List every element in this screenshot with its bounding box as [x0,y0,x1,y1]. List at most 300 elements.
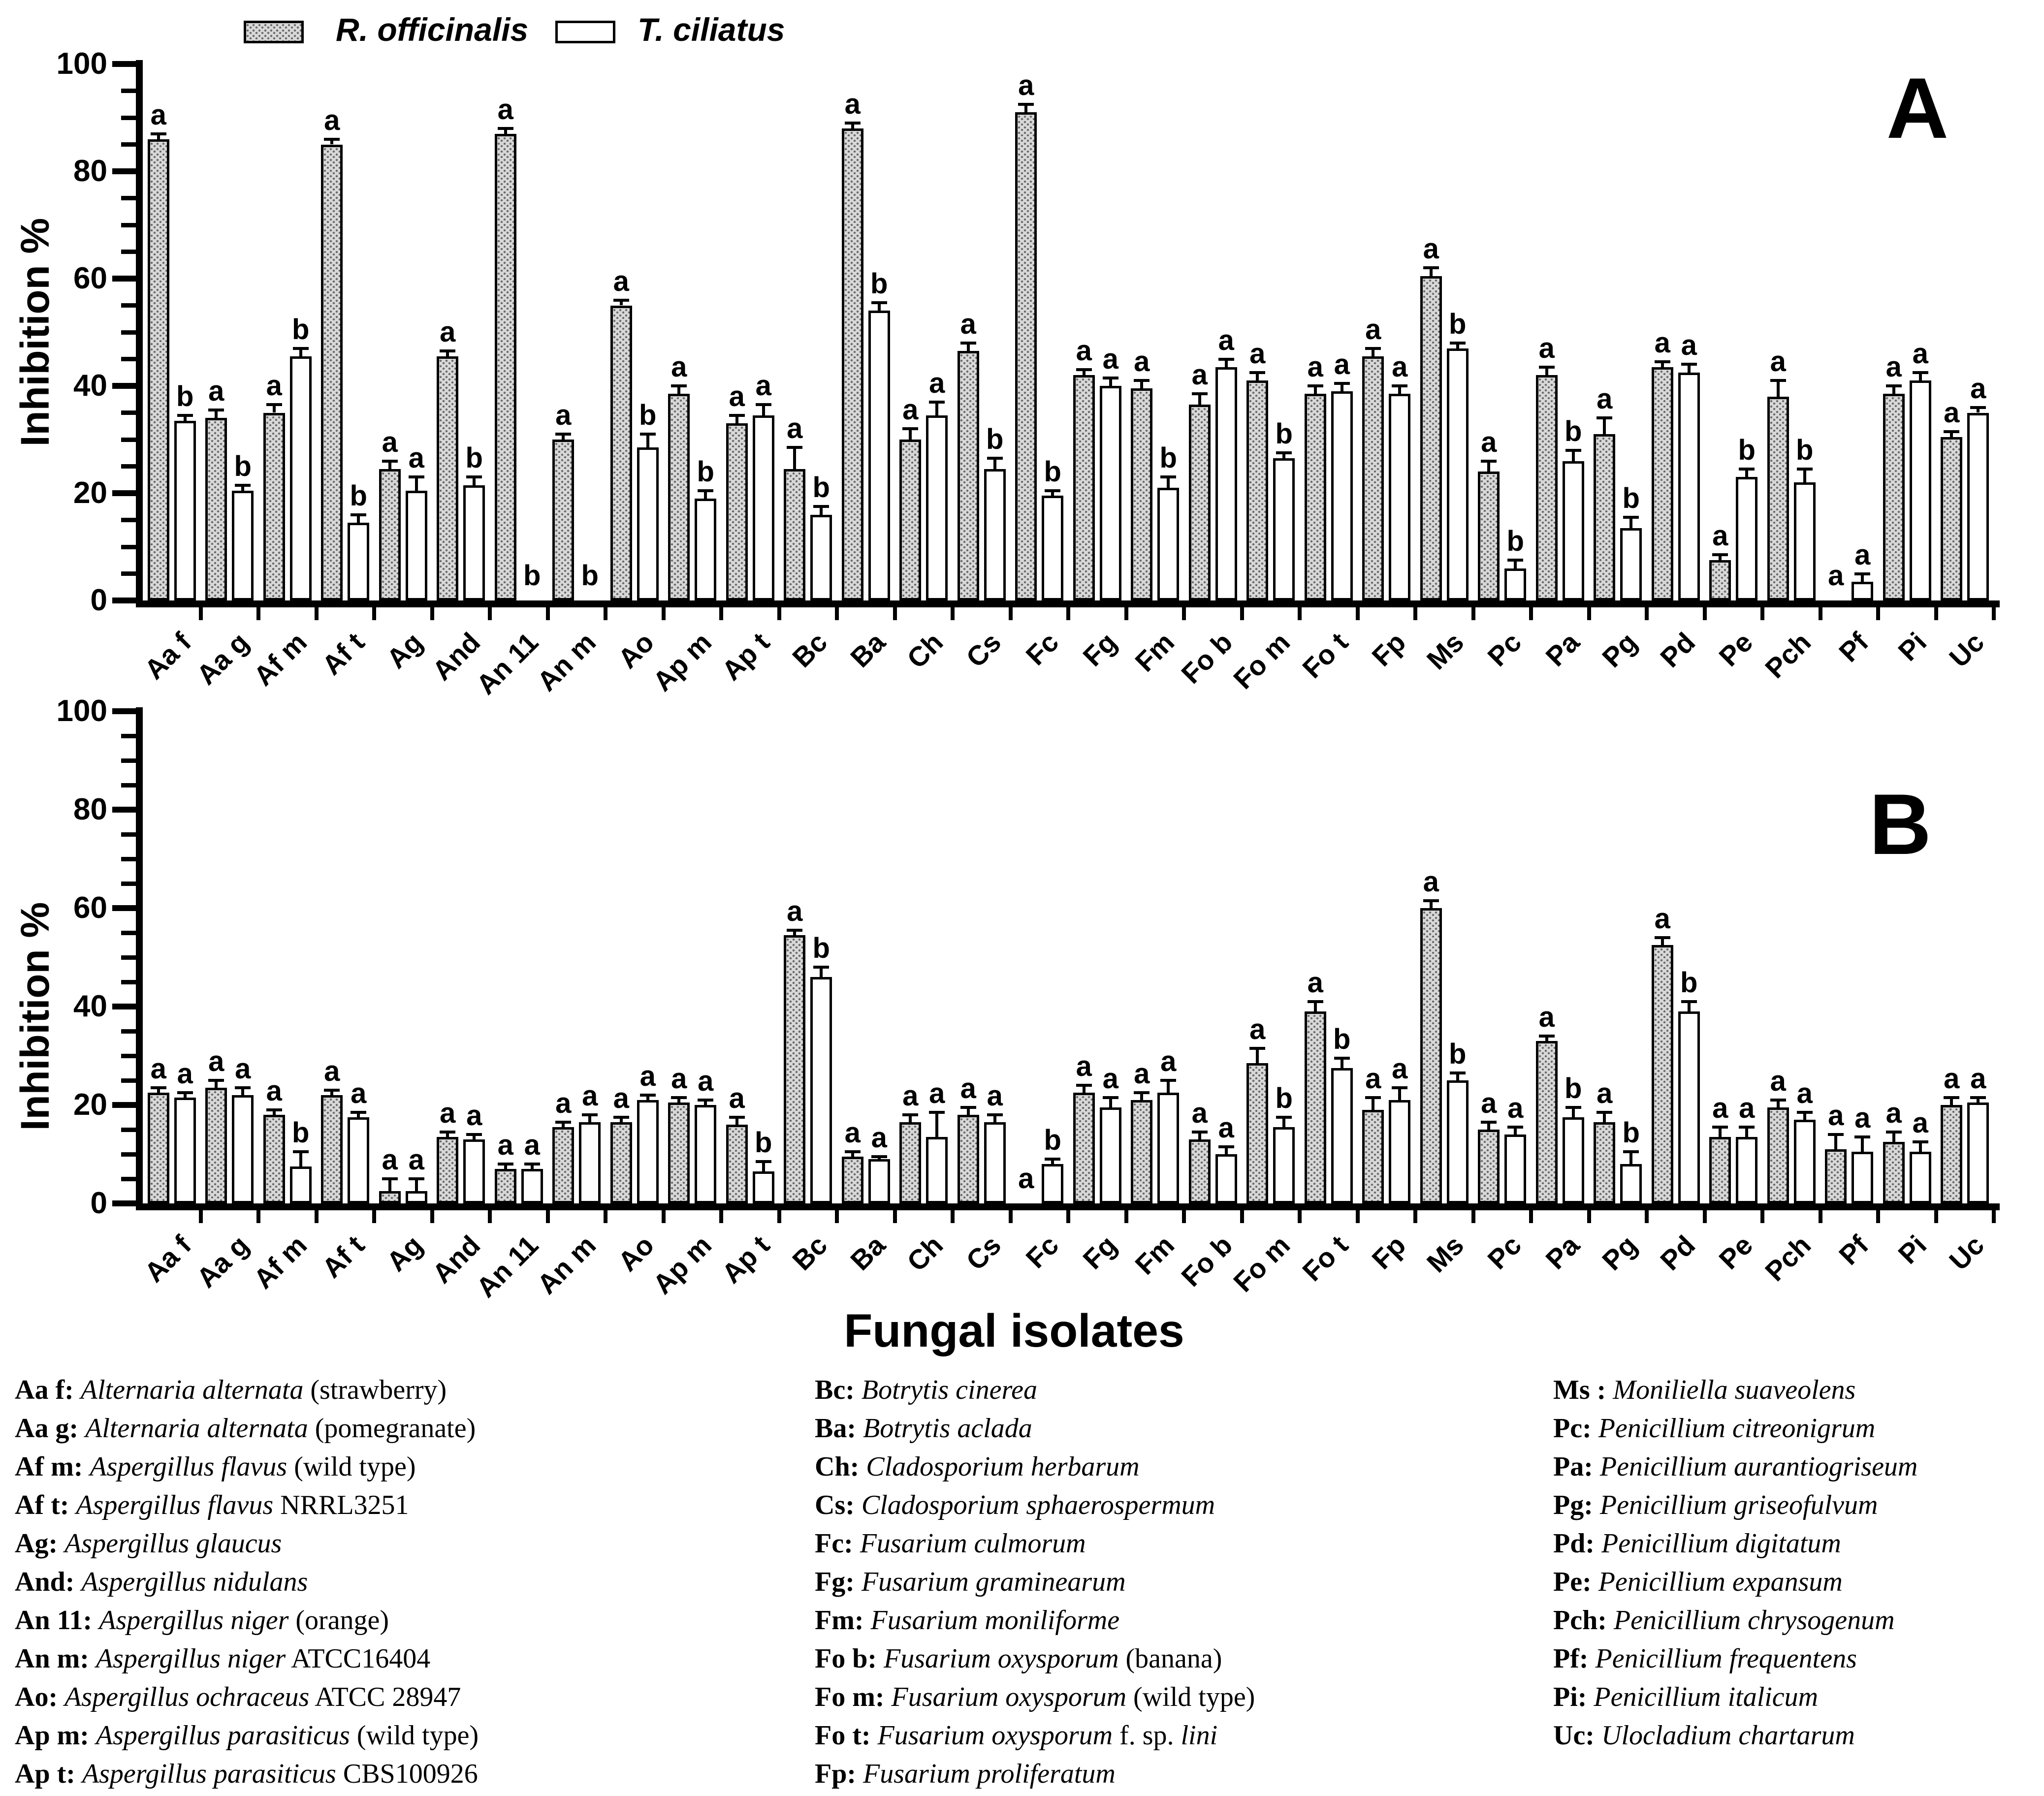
sig-letter: a [960,308,976,340]
bar-t-ciliatus-fo-t [1331,391,1353,600]
bar-r-officinalis-pd [1652,367,1673,600]
error-bar [1167,1080,1170,1093]
bar-r-officinalis-ba [842,128,863,600]
sig-letter: a [1538,1001,1555,1033]
x-tick [1182,607,1186,620]
bar-r-officinalis-pd [1652,945,1673,1203]
panel-label-b: B [1869,777,1932,873]
sig-letter: a [929,367,945,399]
footnote-item: Af t: Aspergillus flavus NRRL3251 [15,1490,409,1520]
error-bar-cap [466,1133,482,1136]
bar-r-officinalis-fo-t [1305,1011,1326,1203]
footnote-item [1553,1563,1917,1601]
y-minor-tick [121,223,136,227]
error-bar-cap [498,127,513,130]
y-minor-tick [121,758,136,763]
sig-letter: a [497,1129,513,1161]
y-minor-tick [121,464,136,469]
sig-letter: b [1796,434,1814,466]
x-tick [1529,607,1533,620]
x-tick-label: An 11 [470,626,544,700]
error-bar-cap [208,1079,224,1082]
bar-t-ciliatus-aa-f [174,421,196,600]
bar-r-officinalis-aa-g [205,418,227,600]
error-bar [646,434,649,447]
sig-letter: b [1565,1072,1582,1104]
error-bar-cap [640,1094,656,1097]
sig-letter: b [1506,525,1524,558]
error-bar-cap [1249,1047,1265,1050]
x-tick [1124,607,1128,620]
sig-letter: a [382,1144,398,1176]
x-tick-label: Uc [1943,626,1990,673]
footnote-abbr: Pf: [1553,1643,1596,1674]
y-axis-line [136,707,143,1210]
sig-letter: b [1680,967,1698,999]
footnote-column-3 [1553,1371,1917,1755]
error-bar-cap [1565,449,1581,452]
x-tick-label: Pg [1596,626,1643,673]
x-tick-label: Fo b [1175,1229,1239,1292]
x-tick-label: Fg [1077,626,1123,672]
error-bar-cap [208,409,224,411]
sig-letter: a [1796,1077,1813,1109]
footnote-species: Cladosporium herbarum [866,1451,1140,1482]
bar-t-ciliatus-pa [1563,1117,1584,1203]
bar-t-ciliatus-ms [1447,348,1469,600]
x-tick-label: Fo m [1227,1229,1296,1298]
footnote-item: Fo t: Fusarium oxysporum f. sp. lini [815,1720,1218,1751]
footnote-species: Alternaria alternata [85,1413,308,1444]
footnote-item: Af m: Aspergillus flavus (wild type) [15,1451,416,1482]
bar-r-officinalis-fm [1131,1100,1152,1203]
footnote-abbr: Aa g: [15,1413,86,1444]
sig-letter: a [1912,337,1928,370]
error-bar [1719,1127,1722,1137]
x-tick [1934,1210,1938,1223]
error-bar-cap [466,475,482,478]
y-minor-tick [121,116,136,120]
footnote-item [1553,1601,1917,1639]
sig-letter: a [497,93,513,126]
error-bar-cap [787,446,802,449]
sig-letter: b [234,450,252,482]
sig-letter: a [1423,866,1439,898]
footnote-item [815,1448,1255,1486]
footnote-species: Penicillium digitatum [1601,1528,1841,1559]
error-bar [820,967,823,977]
x-tick [546,607,550,620]
x-tick-label: Af t [316,626,371,681]
error-bar-cap [1308,384,1323,387]
error-bar-cap [960,1106,976,1109]
error-bar-cap [582,1113,598,1116]
x-tick-label: Ap m [646,1229,718,1300]
x-tick [1356,607,1360,620]
sig-letter: a [1076,1050,1092,1082]
x-tick-label: Pa [1539,1229,1586,1275]
sig-letter: a [208,375,224,408]
footnote-species: Aspergillus glaucus [64,1528,282,1559]
x-tick-label: An m [531,1229,602,1300]
x-tick [662,607,666,620]
sig-letter: a [208,1045,224,1077]
y-tick-label: 80 [73,154,107,188]
bar-r-officinalis-af-m [263,1115,285,1203]
footnote-abbr: Uc: [1553,1720,1601,1751]
sig-letter: a [1885,1097,1902,1129]
x-tick-label: Pe [1713,1229,1759,1275]
bar-r-officinalis-fo-m [1246,380,1268,600]
bar-t-ciliatus-pc [1504,568,1526,600]
footnote-item: Aa f: Alternaria alternata (strawberry) [15,1375,447,1405]
error-bar-cap [1018,103,1034,106]
error-bar-cap [1134,379,1150,382]
y-minor-tick [121,196,136,200]
y-minor-tick [121,1078,136,1083]
footnote-abbr: Aa f: [15,1375,81,1405]
y-minor-tick [121,518,136,522]
footnote-item [1553,1409,1917,1448]
error-bar-cap [1249,371,1265,374]
error-bar [1629,517,1632,528]
sig-letter: a [844,1117,861,1149]
error-bar [1834,1134,1837,1149]
error-bar-cap [1913,1140,1928,1143]
x-tick [546,1210,550,1223]
error-bar-cap [1392,1086,1407,1089]
footnote-item [1553,1448,1917,1486]
error-bar-cap [987,457,1003,460]
footnote-species-tail: lini [1174,1720,1218,1751]
x-tick [1587,1210,1591,1223]
error-bar-cap [324,138,340,141]
error-bar-cap [1103,1096,1118,1099]
sig-letter: b [1044,455,1061,488]
x-tick [835,1210,839,1223]
footnote-item: Ap m: Aspergillus parasiticus (wild type) [15,1720,479,1751]
sig-letter: a [466,1100,482,1132]
footnote-species: Penicillium aurantiogriseum [1599,1451,1918,1482]
footnote-abbr: Ag: [15,1528,65,1559]
error-bar-cap [729,414,745,417]
sig-letter: a [787,895,803,927]
x-tick [256,607,260,620]
error-bar-cap [498,1163,513,1166]
footnote-species: Alternaria alternata [80,1375,304,1405]
error-bar [993,458,996,469]
sig-letter: b [697,455,714,488]
bar-r-officinalis-ag [379,469,401,600]
bar-r-officinalis-fc [1015,112,1037,600]
bar-t-ciliatus-aa-g [232,491,254,600]
bar-t-ciliatus-cs [984,469,1006,600]
x-tick-label: Cs [959,1229,1007,1276]
error-bar-cap [1828,1133,1844,1136]
error-bar-cap [524,1163,540,1166]
error-bar-cap [1854,1135,1870,1138]
error-bar-cap [813,505,829,508]
sig-letter: a [1654,903,1670,935]
error-bar-cap [1507,1126,1523,1129]
y-tick-label: 40 [73,369,107,403]
x-tick [1703,1210,1707,1223]
footnote-species: Fusarium culmorum [860,1528,1086,1559]
footnote-species: Cladosporium sphaerospermum [861,1490,1215,1520]
footnote-item [815,1563,1255,1601]
sig-letter: a [440,1097,456,1129]
x-tick-label: Pi [1892,1229,1933,1270]
sig-letter: a [1681,329,1697,362]
bar-t-ciliatus-ap-t [753,1171,774,1203]
error-bar [1629,1152,1632,1164]
sig-letter: a [987,1080,1003,1112]
error-bar [415,1179,418,1191]
error-bar-cap [1160,475,1176,478]
error-bar-cap [409,475,424,478]
y-major-tick [112,598,136,603]
footnote-item: An 11: Aspergillus niger (orange) [15,1605,389,1636]
error-bar-cap [845,122,861,125]
sig-letter: a [1770,346,1786,378]
y-minor-tick [121,931,136,935]
footnote-species: Aspergillus nidulans [81,1567,308,1597]
x-tick [1413,607,1417,620]
footnote-item [815,1486,1255,1524]
sig-letter: a [1018,69,1034,101]
x-tick [488,1210,492,1223]
sig-letter: b [1622,1117,1640,1149]
x-tick [1471,607,1475,620]
bar-t-ciliatus-fg [1100,1107,1121,1203]
error-bar [935,402,938,415]
bar-r-officinalis-af-t [321,145,343,601]
footnote-item: Fo b: Fusarium oxysporum (banana) [815,1643,1222,1674]
sig-letter: a [1134,346,1150,378]
bar-r-officinalis-pi [1883,1142,1905,1203]
footnote-abbr: Ap m: [15,1720,96,1751]
x-tick [1240,1210,1244,1223]
x-tick-label: Ag [380,1229,429,1278]
sig-letter: a [1944,396,1960,429]
bar-t-ciliatus-af-m [290,356,312,600]
bar-t-ciliatus-ba [868,311,890,600]
error-bar-cap [671,384,687,387]
x-tick-label: Aa f [138,626,197,686]
sig-letter: a [671,1063,687,1095]
bar-t-ciliatus-fm [1157,1093,1179,1203]
error-bar-cap [1623,1150,1639,1153]
error-bar-cap [409,1177,424,1180]
bar-r-officinalis-pc [1478,1130,1500,1203]
bar-r-officinalis-ch [899,440,921,600]
footnote-abbr: Pd: [1553,1528,1601,1559]
x-tick-label: Pd [1654,1229,1701,1276]
footnote-item: Ao: Aspergillus ochraceus ATCC 28947 [15,1682,461,1712]
sig-letter: a [613,1082,629,1114]
x-tick [1009,1210,1013,1223]
sig-letter: a [698,1065,714,1097]
bar-r-officinalis-aa-f [148,139,169,600]
sig-letter: a [1218,1112,1234,1144]
bar-r-officinalis-fm [1131,388,1152,600]
footnote-abbr: And: [15,1567,82,1597]
footnote-species: Moniliella suaveolens [1613,1375,1856,1405]
bar-t-ciliatus-and [463,485,485,600]
sig-letter: a [671,351,687,383]
sig-letter: a [1307,967,1323,999]
sig-letter: a [1597,1077,1613,1109]
sig-letter: a [1828,560,1844,592]
sig-letter: a [1481,426,1497,458]
bar-t-ciliatus-fm [1157,488,1179,600]
error-bar-cap [1944,1096,1959,1099]
error-bar-cap [1218,1145,1234,1148]
x-tick [1066,607,1070,620]
error-bar-cap [871,301,887,304]
sig-letter: b [350,479,367,512]
error-bar-cap [1565,1106,1581,1109]
footnote-abbr: Ao: [15,1682,65,1712]
error-bar-cap [1045,1158,1060,1161]
sig-letter: a [324,1055,340,1087]
x-tick-label: Fo m [1227,626,1296,695]
footnote-species: Aspergillus flavus [90,1451,287,1482]
error-bar-cap [1450,1071,1466,1074]
error-bar [1892,1132,1895,1142]
y-tick-label: 60 [73,891,107,925]
error-bar [1109,1098,1112,1107]
bar-t-ciliatus-bc [810,515,832,600]
bar-t-ciliatus-pch [1794,1120,1816,1203]
x-tick [430,1210,434,1223]
bar-t-ciliatus-uc [1967,1103,1989,1203]
bar-t-ciliatus-fo-t [1331,1068,1353,1203]
error-bar-cap [1160,1079,1176,1082]
footnote-abbr: Fc: [815,1528,860,1559]
error-bar-cap [266,403,282,406]
sig-letter: b [986,423,1004,456]
x-tick [951,1210,955,1223]
bar-r-officinalis-ao [610,306,632,601]
bar-r-officinalis-ap-t [726,1125,748,1203]
x-tick-label: Pd [1654,626,1701,673]
x-tick-label: Pf [1833,626,1875,668]
footnote-abbr: An 11: [15,1605,99,1636]
sig-letter: b [812,472,830,504]
footnote-item: Fo m: Fusarium oxysporum (wild type) [815,1682,1255,1712]
error-bar-cap [1739,468,1755,471]
legend-swatch-r-officinalis [244,21,304,43]
y-minor-tick [121,955,136,960]
x-tick-label: Ao [611,1229,660,1278]
bar-t-ciliatus-af-m [290,1166,312,1203]
y-minor-tick [121,357,136,361]
bar-t-ciliatus-pe [1736,1137,1757,1203]
error-bar-cap [1970,1096,1986,1099]
error-bar-cap [1192,392,1208,395]
x-tick [1356,1210,1360,1223]
x-tick-label: Pch [1758,1229,1817,1287]
sig-letter: a [1392,1053,1408,1085]
x-tick [1298,607,1302,620]
x-tick [1992,1210,1996,1223]
x-tick [1934,607,1938,620]
bar-t-ciliatus-ch [926,1137,948,1203]
bar-r-officinalis-fo-t [1305,394,1326,600]
x-tick [1819,607,1822,620]
y-minor-tick [121,142,136,147]
x-tick [372,607,376,620]
error-bar-cap [960,342,976,345]
error-bar-cap [1770,1099,1786,1102]
legend-label-r-officinalis: R. officinalis [336,11,529,48]
x-tick [1819,1210,1822,1223]
error-bar-cap [1076,368,1092,371]
error-bar-cap [1365,1096,1381,1099]
error-bar-cap [1854,572,1870,575]
footnote-abbr: Cs: [815,1490,862,1520]
sig-letter: a [729,380,745,412]
y-tick-label: 0 [90,1186,107,1220]
sig-letter: b [1159,442,1177,474]
sig-letter: a [555,399,572,432]
bar-t-ciliatus-ap-m [695,1105,716,1203]
x-tick-label: Pa [1539,626,1586,672]
error-bar-cap [1681,363,1697,366]
bar-r-officinalis-uc [1941,1105,1962,1203]
error-bar-cap [1076,1084,1092,1087]
bar-r-officinalis-pf [1825,1149,1847,1203]
x-tick [719,1210,723,1223]
footnote-item [1553,1639,1917,1678]
y-major-tick [112,276,136,282]
sig-letter: a [177,1058,193,1090]
bar-r-officinalis-pa [1536,375,1558,600]
x-tick-label: Uc [1943,1229,1990,1276]
y-major-tick [112,490,136,496]
bar-r-officinalis-ap-m [668,1103,690,1203]
y-minor-tick [121,882,136,886]
error-bar-cap [151,132,166,135]
sig-letter: a [1102,343,1118,375]
error-bar-cap [1392,384,1407,387]
bar-t-ciliatus-pd [1678,1011,1700,1203]
bar-r-officinalis-fg [1073,375,1095,600]
bar-r-officinalis-pa [1536,1041,1558,1203]
error-bar-cap [1913,371,1928,374]
error-bar-cap [351,513,366,516]
error-bar-cap [1450,342,1466,345]
bar-t-ciliatus-pf [1852,582,1873,600]
bar-r-officinalis-ag [379,1191,401,1203]
y-major-tick [112,1102,136,1108]
bar-t-ciliatus-pi [1910,380,1931,600]
bar-r-officinalis-pch [1767,397,1789,600]
x-tick [1760,607,1764,620]
sig-letter: a [1249,337,1266,370]
error-bar-cap [813,966,829,969]
bar-r-officinalis-fo-m [1246,1063,1268,1203]
x-tick [1587,607,1591,620]
footnote-species: Aspergillus parasiticus [82,1759,336,1789]
bar-t-ciliatus-fg [1100,386,1121,600]
footnote-item [1553,1524,1917,1563]
error-bar [762,405,765,415]
x-tick-label: Pch [1758,626,1817,684]
footnote-abbr: Fo m: [815,1682,892,1712]
error-bar [1282,1117,1285,1127]
